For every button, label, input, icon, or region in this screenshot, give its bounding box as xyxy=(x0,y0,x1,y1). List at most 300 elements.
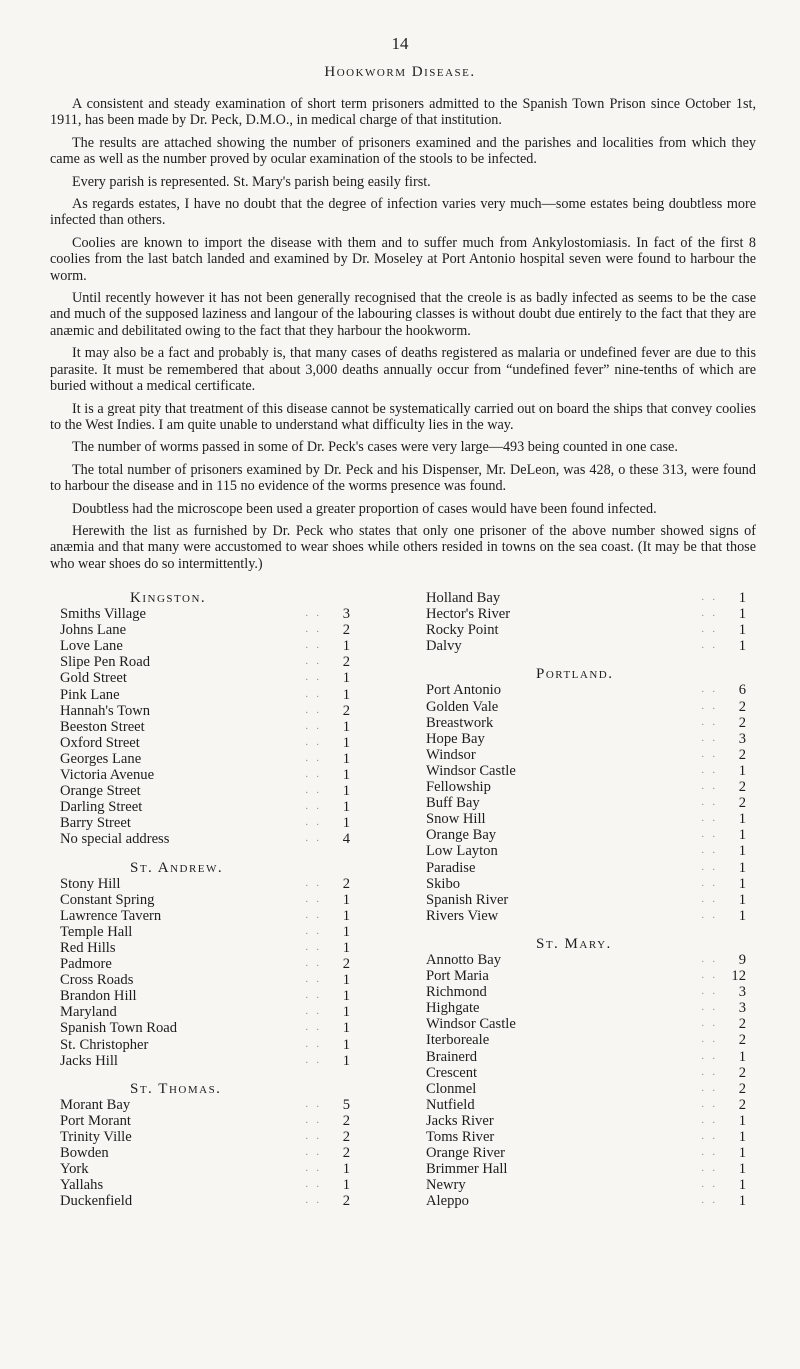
locality-count: 2 xyxy=(738,698,746,715)
locality-count: 1 xyxy=(738,1112,746,1129)
locality-count: 9 xyxy=(738,951,746,968)
locality-row xyxy=(60,1037,350,1053)
locality-count: 2 xyxy=(342,875,350,892)
locality-row xyxy=(60,940,350,956)
locality-name: Hope Bay xyxy=(426,730,485,747)
locality-count: 2 xyxy=(342,622,350,639)
locality-name: Highgate xyxy=(426,1000,480,1017)
dot-leader: . . xyxy=(701,732,718,744)
dot-leader: . . xyxy=(305,736,322,748)
paragraph: Coolies are known to import the disease with them and to suffer much from Ankylostomiasis. In fact of the first 8 coolies from the last batch landed and examined by Dr. Moseley at Port Antonio hospital seven were found to harbour the worm. xyxy=(50,234,756,284)
locality-count: 3 xyxy=(342,606,350,623)
locality-name: Breastwork xyxy=(426,714,494,731)
locality-name: Port Morant xyxy=(60,1112,131,1129)
locality-row xyxy=(60,767,350,783)
dot-leader: . . xyxy=(701,700,718,712)
dot-leader: . . xyxy=(305,1006,322,1018)
locality-name: No special address xyxy=(60,831,170,848)
group-spacer xyxy=(426,654,746,666)
locality-count: 1 xyxy=(738,891,746,908)
locality-count: 2 xyxy=(342,654,350,671)
locality-count: 1 xyxy=(738,907,746,924)
dot-leader: . . xyxy=(305,1022,322,1034)
dot-leader: . . xyxy=(701,877,718,889)
locality-row xyxy=(60,1020,350,1036)
locality-count: 1 xyxy=(738,1161,746,1178)
locality-row xyxy=(60,988,350,1004)
locality-name: Temple Hall xyxy=(60,923,133,940)
locality-row xyxy=(426,843,746,859)
dot-leader: . . xyxy=(701,1002,718,1014)
locality-count: 1 xyxy=(738,1048,746,1065)
dot-leader: . . xyxy=(305,801,322,813)
locality-name: Brandon Hill xyxy=(60,988,137,1005)
locality-name: Nutfield xyxy=(426,1096,475,1113)
locality-row xyxy=(426,892,746,908)
locality-name: St. Christopher xyxy=(60,1036,149,1053)
locality-row xyxy=(60,654,350,670)
locality-count: 1 xyxy=(342,1004,350,1021)
locality-name: Duckenfield xyxy=(60,1193,133,1210)
locality-count: 1 xyxy=(342,638,350,655)
locality-count: 2 xyxy=(738,795,746,812)
locality-row xyxy=(426,1193,746,1209)
locality-count: 2 xyxy=(738,1080,746,1097)
dot-leader: . . xyxy=(701,797,718,809)
locality-name: Slipe Pen Road xyxy=(60,654,150,671)
locality-row xyxy=(426,1161,746,1177)
dot-leader: . . xyxy=(701,1114,718,1126)
dot-leader: . . xyxy=(305,1038,322,1050)
locality-count: 2 xyxy=(738,779,746,796)
locality-row xyxy=(60,908,350,924)
locality-name: York xyxy=(60,1161,89,1178)
locality-name: Johns Lane xyxy=(60,622,127,639)
dot-leader: . . xyxy=(305,1163,322,1175)
locality-row xyxy=(60,815,350,831)
locality-row xyxy=(426,860,746,876)
locality-row xyxy=(426,1032,746,1048)
locality-row xyxy=(60,1129,350,1145)
locality-row xyxy=(60,751,350,767)
locality-name: Skibo xyxy=(426,875,461,892)
locality-name: Windsor Castle xyxy=(426,1016,516,1033)
locality-row xyxy=(426,763,746,779)
dot-leader: . . xyxy=(701,1195,718,1207)
dot-leader: . . xyxy=(701,1098,718,1110)
locality-row xyxy=(60,670,350,686)
locality-count: 6 xyxy=(738,682,746,699)
locality-row xyxy=(426,1016,746,1032)
locality-name: Windsor Castle xyxy=(426,762,516,779)
paragraph: Until recently however it has not been generally recognised that the creole is as badly infected as seems to be the case and much of the supposed laziness and langour of the labouring classes is without doubt due entirely to the fact that they are anæmic and debilitated owing to the fact that they harbour the hookworm. xyxy=(50,290,756,339)
locality-row xyxy=(426,984,746,1000)
locality-name: Gold Street xyxy=(60,670,127,687)
locality-name: Trinity Ville xyxy=(60,1129,132,1145)
dot-leader: . . xyxy=(701,893,718,905)
locality-row xyxy=(60,719,350,735)
locality-row xyxy=(60,1193,350,1209)
locality-row xyxy=(60,606,350,622)
locality-count: 1 xyxy=(342,1020,350,1037)
locality-count: 1 xyxy=(738,811,746,828)
locality-count: 1 xyxy=(342,783,350,800)
locality-name: Dalvy xyxy=(426,638,462,655)
dot-leader: . . xyxy=(305,974,322,986)
locality-count: 1 xyxy=(738,875,746,892)
locality-count: 1 xyxy=(342,1177,350,1194)
dot-leader: . . xyxy=(305,1054,322,1066)
locality-row xyxy=(426,908,746,924)
dot-leader: . . xyxy=(305,925,322,937)
dot-leader: . . xyxy=(305,1147,322,1159)
locality-row xyxy=(426,699,746,715)
locality-row xyxy=(426,779,746,795)
parish-title: Kingston. xyxy=(130,590,207,606)
locality-count: 1 xyxy=(738,590,746,606)
locality-count: 2 xyxy=(738,1016,746,1033)
locality-row xyxy=(60,892,350,908)
locality-row xyxy=(426,682,746,698)
locality-count: 4 xyxy=(342,831,350,848)
locality-row xyxy=(60,1053,350,1069)
locality-name: Golden Vale xyxy=(426,698,499,715)
locality-row xyxy=(426,590,746,606)
locality-name: Snow Hill xyxy=(426,811,486,828)
locality-row xyxy=(60,1004,350,1020)
locality-row xyxy=(426,827,746,843)
locality-row xyxy=(60,876,350,892)
section-heading: Hookworm Disease. xyxy=(324,64,476,80)
parish-title: St. Andrew. xyxy=(130,859,224,876)
locality-row xyxy=(426,731,746,747)
locality-name: Orange Bay xyxy=(426,827,497,844)
paragraph: Every parish is represented. St. Mary's parish being easily first. xyxy=(72,173,431,190)
left-locality-list xyxy=(60,590,350,1209)
dot-leader: . . xyxy=(701,716,718,728)
dot-leader: . . xyxy=(701,953,718,965)
locality-row xyxy=(60,924,350,940)
locality-count: 1 xyxy=(738,606,746,623)
dot-leader: . . xyxy=(701,624,718,636)
locality-count: 2 xyxy=(342,702,350,719)
locality-name: Hannah's Town xyxy=(60,702,151,719)
locality-count: 1 xyxy=(738,1129,746,1145)
locality-row xyxy=(60,735,350,751)
locality-row xyxy=(426,795,746,811)
locality-count: 1 xyxy=(342,718,350,735)
dot-leader: . . xyxy=(305,785,322,797)
locality-name: Rocky Point xyxy=(426,622,499,639)
locality-count: 1 xyxy=(738,638,746,655)
locality-row xyxy=(426,952,746,968)
dot-leader: . . xyxy=(701,1034,718,1046)
dot-leader: . . xyxy=(701,781,718,793)
locality-count: 1 xyxy=(342,734,350,751)
locality-name: Orange Street xyxy=(60,783,141,800)
locality-name: Port Maria xyxy=(426,968,489,985)
locality-name: Maryland xyxy=(60,1004,117,1021)
locality-count: 2 xyxy=(342,1112,350,1129)
locality-count: 2 xyxy=(342,1145,350,1162)
locality-name: Georges Lane xyxy=(60,750,142,767)
dot-leader: . . xyxy=(701,829,718,841)
locality-row xyxy=(426,1081,746,1097)
locality-name: Lawrence Tavern xyxy=(60,907,162,924)
locality-name: Constant Spring xyxy=(60,891,155,908)
locality-count: 1 xyxy=(342,767,350,784)
locality-row xyxy=(426,1145,746,1161)
locality-row xyxy=(60,972,350,988)
locality-name: Red Hills xyxy=(60,939,116,956)
dot-leader: . . xyxy=(305,941,322,953)
locality-name: Orange River xyxy=(426,1145,506,1162)
locality-row xyxy=(426,622,746,638)
dot-leader: . . xyxy=(701,748,718,760)
dot-leader: . . xyxy=(701,986,718,998)
dot-leader: . . xyxy=(305,893,322,905)
locality-count: 3 xyxy=(738,730,746,747)
paragraph: Doubtless had the microscope been used a greater proportion of cases would have been found infected. xyxy=(72,500,657,517)
dot-leader: . . xyxy=(701,1163,718,1175)
locality-name: Jacks Hill xyxy=(60,1052,118,1069)
dot-leader: . . xyxy=(305,1131,322,1142)
locality-name: Victoria Avenue xyxy=(60,767,155,784)
parish-title: St. Mary. xyxy=(536,935,612,952)
locality-name: Fellowship xyxy=(426,779,491,796)
locality-row xyxy=(426,1113,746,1129)
locality-count: 1 xyxy=(342,799,350,816)
dot-leader: . . xyxy=(305,769,322,781)
locality-row xyxy=(426,1049,746,1065)
dot-leader: . . xyxy=(701,608,718,620)
locality-count: 2 xyxy=(738,1064,746,1081)
dot-leader: . . xyxy=(305,909,322,921)
locality-count: 3 xyxy=(738,1000,746,1017)
dot-leader: . . xyxy=(305,1179,322,1191)
locality-name: Holland Bay xyxy=(426,590,501,606)
dot-leader: . . xyxy=(305,877,322,889)
locality-name: Newry xyxy=(426,1177,466,1194)
locality-count: 2 xyxy=(342,1193,350,1210)
dot-leader: . . xyxy=(305,640,322,652)
locality-row xyxy=(426,715,746,731)
locality-row xyxy=(60,783,350,799)
dot-leader: . . xyxy=(305,672,322,684)
dot-leader: . . xyxy=(305,608,322,620)
right-locality-list xyxy=(426,590,746,1209)
paragraph: A consistent and steady examination of short term prisoners admitted to the Spanish Town Prison since October 1st, 1911, has been made by Dr. Peck, D.M.O., in medical charge of that institution. xyxy=(50,96,756,129)
locality-row xyxy=(426,1129,746,1145)
locality-count: 1 xyxy=(738,827,746,844)
dot-leader: . . xyxy=(305,817,322,829)
locality-row xyxy=(426,1097,746,1113)
locality-row xyxy=(60,638,350,654)
locality-count: 2 xyxy=(342,1129,350,1145)
locality-row xyxy=(60,831,350,847)
locality-row xyxy=(60,1145,350,1161)
locality-name: Cross Roads xyxy=(60,972,134,989)
dot-leader: . . xyxy=(701,909,718,921)
locality-count: 2 xyxy=(738,714,746,731)
paragraph: The number of worms passed in some of Dr. Peck's cases were very large—493 being counted in one case. xyxy=(72,439,678,456)
paragraph: It is a great pity that treatment of this disease cannot be systematically carried out on board the ships that convey coolies to the West Indies. I am quite unable to understand what difficulty lies in the way. xyxy=(50,400,756,433)
locality-name: Richmond xyxy=(426,984,487,1001)
locality-count: 3 xyxy=(738,984,746,1001)
dot-leader: . . xyxy=(305,624,322,636)
locality-name: Annotto Bay xyxy=(426,951,501,968)
locality-name: Jacks River xyxy=(426,1112,494,1129)
locality-name: Hector's River xyxy=(426,606,511,623)
locality-count: 1 xyxy=(738,843,746,860)
locality-count: 1 xyxy=(342,939,350,956)
locality-count: 1 xyxy=(342,686,350,703)
dot-leader: . . xyxy=(701,1131,718,1142)
locality-row xyxy=(426,968,746,984)
locality-count: 12 xyxy=(731,968,746,985)
locality-count: 1 xyxy=(738,1145,746,1162)
locality-row xyxy=(426,606,746,622)
dot-leader: . . xyxy=(701,592,718,603)
locality-name: Brainerd xyxy=(426,1048,478,1065)
locality-name: Iterboreale xyxy=(426,1032,490,1049)
dot-leader: . . xyxy=(305,752,322,764)
locality-name: Spanish Town Road xyxy=(60,1020,178,1037)
locality-name: Padmore xyxy=(60,956,112,973)
locality-name: Yallahs xyxy=(60,1177,104,1194)
group-spacer xyxy=(60,848,350,860)
locality-count: 1 xyxy=(342,988,350,1005)
group-spacer xyxy=(60,1069,350,1081)
locality-count: 5 xyxy=(342,1096,350,1113)
locality-name: Windsor xyxy=(426,746,476,763)
locality-name: Crescent xyxy=(426,1064,478,1081)
locality-name: Low Layton xyxy=(426,843,498,860)
locality-name: Rivers View xyxy=(426,907,499,924)
locality-row xyxy=(426,1065,746,1081)
locality-row xyxy=(426,1000,746,1016)
locality-count: 1 xyxy=(342,750,350,767)
parish-title: St. Thomas. xyxy=(130,1080,222,1097)
locality-count: 1 xyxy=(738,1193,746,1210)
locality-name: Spanish River xyxy=(426,891,509,908)
dot-leader: . . xyxy=(701,813,718,825)
dot-leader: . . xyxy=(305,1114,322,1126)
dot-leader: . . xyxy=(305,720,322,732)
locality-name: Pink Lane xyxy=(60,686,120,703)
locality-row xyxy=(60,622,350,638)
locality-row xyxy=(60,703,350,719)
dot-leader: . . xyxy=(701,1147,718,1159)
locality-row xyxy=(60,1097,350,1113)
dot-leader: . . xyxy=(701,764,718,776)
locality-count: 2 xyxy=(738,746,746,763)
dot-leader: . . xyxy=(305,990,322,1002)
locality-name: Port Antonio xyxy=(426,682,502,699)
locality-count: 1 xyxy=(342,1161,350,1178)
locality-row xyxy=(426,876,746,892)
locality-name: Darling Street xyxy=(60,799,143,816)
locality-name: Aleppo xyxy=(426,1193,469,1210)
locality-name: Oxford Street xyxy=(60,734,140,751)
locality-count: 1 xyxy=(738,622,746,639)
locality-row xyxy=(426,811,746,827)
dot-leader: . . xyxy=(305,833,322,845)
locality-row xyxy=(60,799,350,815)
paragraph: Herewith the list as furnished by Dr. Peck who states that only one prisoner of the above number showed signs of anæmia and that many were accustomed to wear shoes while others resided in towns on the sea coast. (It may be that those who wear shoes do so intermittently.) xyxy=(50,522,756,572)
dot-leader: . . xyxy=(305,656,322,668)
paragraph: The total number of prisoners examined by Dr. Peck and his Dispenser, Mr. DeLeon, was 428, o these 313, were found to harbour the disease and in 115 no evidence of the worms presence was found. xyxy=(50,461,756,495)
locality-name: Paradise xyxy=(426,859,476,876)
locality-name: Love Lane xyxy=(60,638,123,655)
dot-leader: . . xyxy=(305,704,322,716)
locality-count: 1 xyxy=(738,762,746,779)
locality-row xyxy=(426,1177,746,1193)
dot-leader: . . xyxy=(305,958,322,970)
paragraph: The results are attached showing the number of prisoners examined and the parishes and localities from which they came as well as the number proved by ocular examination of the stools to be infected. xyxy=(50,134,756,168)
dot-leader: . . xyxy=(701,970,718,982)
dot-leader: . . xyxy=(305,1098,322,1110)
dot-leader: . . xyxy=(701,1179,718,1191)
locality-count: 1 xyxy=(342,891,350,908)
locality-count: 1 xyxy=(342,972,350,989)
dot-leader: . . xyxy=(701,1050,718,1062)
locality-name: Buff Bay xyxy=(426,795,480,812)
locality-count: 1 xyxy=(342,1036,350,1053)
locality-name: Brimmer Hall xyxy=(426,1161,508,1178)
locality-name: Toms River xyxy=(426,1129,495,1145)
body-text xyxy=(50,96,756,578)
locality-count: 1 xyxy=(342,670,350,687)
dot-leader: . . xyxy=(305,1195,322,1207)
dot-leader: . . xyxy=(701,640,718,652)
group-spacer xyxy=(426,924,746,936)
locality-count: 1 xyxy=(342,907,350,924)
locality-name: Barry Street xyxy=(60,815,131,832)
locality-count: 2 xyxy=(738,1032,746,1049)
locality-name: Beeston Street xyxy=(60,718,145,735)
locality-count: 1 xyxy=(342,1052,350,1069)
locality-name: Smiths Village xyxy=(60,606,147,623)
locality-row xyxy=(60,1113,350,1129)
locality-count: 2 xyxy=(738,1096,746,1113)
locality-count: 1 xyxy=(342,923,350,940)
page-number: 14 xyxy=(391,34,409,53)
locality-row xyxy=(60,1161,350,1177)
locality-row xyxy=(60,956,350,972)
locality-row xyxy=(426,747,746,763)
locality-name: Morant Bay xyxy=(60,1096,131,1113)
locality-row xyxy=(60,1177,350,1193)
dot-leader: . . xyxy=(701,1018,718,1030)
dot-leader: . . xyxy=(701,1082,718,1094)
locality-count: 1 xyxy=(738,859,746,876)
locality-count: 1 xyxy=(738,1177,746,1194)
locality-count: 1 xyxy=(342,815,350,832)
locality-name: Clonmel xyxy=(426,1080,477,1097)
paragraph: As regards estates, I have no doubt that the degree of infection varies very much—some estates being doubtless more infected than others. xyxy=(50,196,756,229)
locality-name: Bowden xyxy=(60,1145,109,1162)
dot-leader: . . xyxy=(701,861,718,873)
paragraph: It may also be a fact and probably is, that many cases of deaths registered as malaria or undefined fever are due to this parasite. It must be remembered that about 3,000 deaths annually occur from “undefined fever” nine-tenths of which are buried without a medical certificate. xyxy=(50,345,756,395)
locality-name: Stony Hill xyxy=(60,875,121,892)
locality-row xyxy=(426,638,746,654)
dot-leader: . . xyxy=(701,684,718,696)
dot-leader: . . xyxy=(305,688,322,700)
locality-row xyxy=(60,687,350,703)
dot-leader: . . xyxy=(701,1066,718,1078)
parish-title: Portland. xyxy=(536,666,614,683)
